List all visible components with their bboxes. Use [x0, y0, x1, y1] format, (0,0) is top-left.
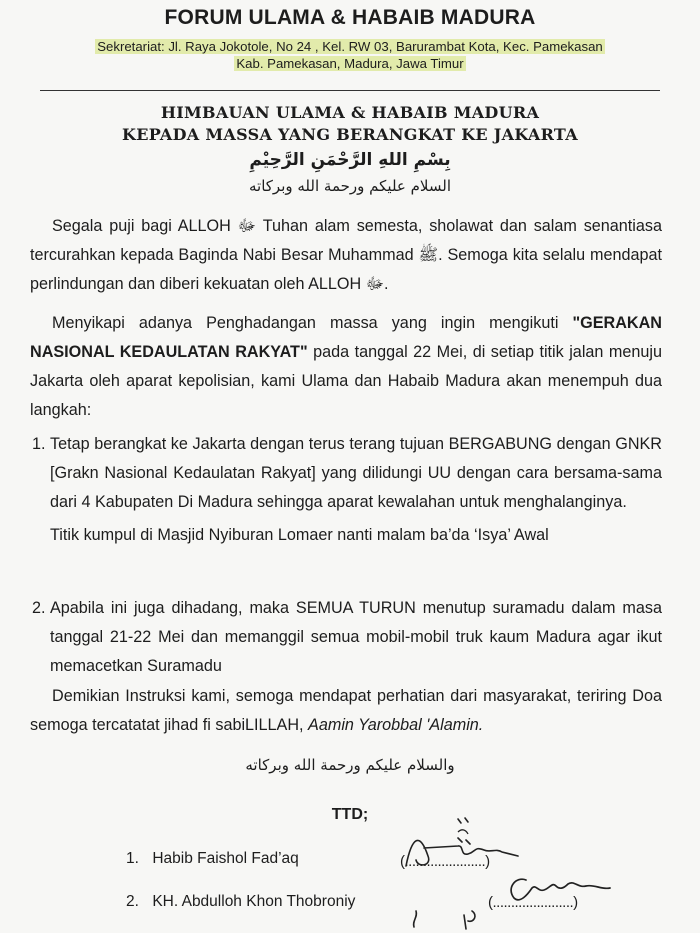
header-divider	[40, 90, 660, 91]
list-number: 1.	[32, 435, 46, 453]
address-line-2: Kab. Pamekasan, Madura, Jawa Timur	[236, 56, 464, 71]
handwritten-signature-2	[498, 868, 628, 908]
context-text-b: pada tanggal 22 Mei, di setiap titik jalan menuju Jakarta oleh aparat kepolisian, kami Ulama dan Habaib Madura akan menempuh dua langkah:	[30, 343, 662, 419]
list-item	[30, 430, 662, 550]
opening-salam: السلام عليكم ورحمة الله وبركاته	[249, 177, 451, 195]
organization-title: FORUM ULAMA & HABAIB MADURA	[164, 6, 536, 29]
signatory-number: 2.	[126, 893, 139, 910]
signatory-number: 1.	[126, 850, 139, 867]
signatory-name: KH. Abdulloh Khon Thobroniy	[152, 893, 356, 910]
title-line-2: KEPADA MASSA YANG BERANGKAT KE JAKARTA	[122, 125, 578, 144]
list-item-text: Tetap berangkat ke Jakarta dengan terus terang tujuan BERGABUNG dengan GNKR [Grakn Nasional Kedaulatan Rakyat] yang dilidungi UU dengan cara bersama-sama dari 4 Kabupaten Di Madura sehingga aparat kewalahan untuk menghalanginya.	[50, 435, 662, 511]
signatory-row	[126, 893, 355, 911]
signature-line: (......................)	[488, 894, 578, 911]
title-line-1: HIMBAUAN ULAMA & HABAIB MADURA	[160, 103, 540, 122]
context-text-a: Menyikapi adanya Penghadangan massa yang ingin mengikuti	[52, 314, 573, 332]
movement-name: "GERAKAN NASIONAL KEDAULATAN RAKYAT"	[30, 314, 662, 361]
list-number: 2.	[32, 599, 46, 617]
basmala: بِسْمِ اللهِ الرَّحْمَنِ الرَّحِيْمِ	[249, 150, 451, 170]
handwritten-mark	[408, 905, 488, 933]
list-item	[30, 594, 662, 681]
closing-prayer: Aamin Yarobbal 'Alamin.	[308, 716, 484, 734]
signature-mark	[455, 815, 475, 831]
signatory-name: Habib Faishol Fad’aq	[152, 850, 299, 867]
paragraph-praise: Segala puji bagi ALLOH ﷻ Tuhan alam semesta, sholawat dan salam senantiasa tercurahkan kepada Baginda Nabi Besar Muhammad ﷺ. Semoga kita selalu mendapat perlindungan dan diberi kekuatan oleh ALLOH ﷻ.	[30, 217, 662, 293]
gathering-point-note: Titik kumpul di Masjid Nyiburan Lomaer nanti malam ba’da ‘Isya’ Awal	[50, 526, 549, 544]
closing-paragraph	[30, 682, 662, 740]
secretariat-address	[0, 38, 700, 72]
closing-salam: والسلام عليكم ورحمة الله وبركاته	[245, 756, 455, 774]
address-line-1: Sekretariat: Jl. Raya Jokotole, No 24 , Kel. RW 03, Barurambat Kota, Kec. Pamekasan	[97, 39, 603, 54]
signature-label: TTD;	[331, 806, 369, 823]
closing-text: Demikian Instruksi kami, semoga mendapat perhatian dari masyarakat, teriring Doa semoga tercatatat jihad fi sabiLILLAH,	[30, 687, 662, 734]
signatory-row	[126, 850, 299, 868]
signature-line: (......................)	[400, 853, 490, 870]
list-item-text: Apabila ini juga dihadang, maka SEMUA TURUN menutup suramadu dalam masa tanggal 21-22 Mei dan memanggil semua mobil-mobil truk kaum Madura agar ikut memacetkan Suramadu	[50, 599, 662, 675]
paragraph-context	[30, 309, 662, 425]
document-title	[0, 102, 700, 146]
